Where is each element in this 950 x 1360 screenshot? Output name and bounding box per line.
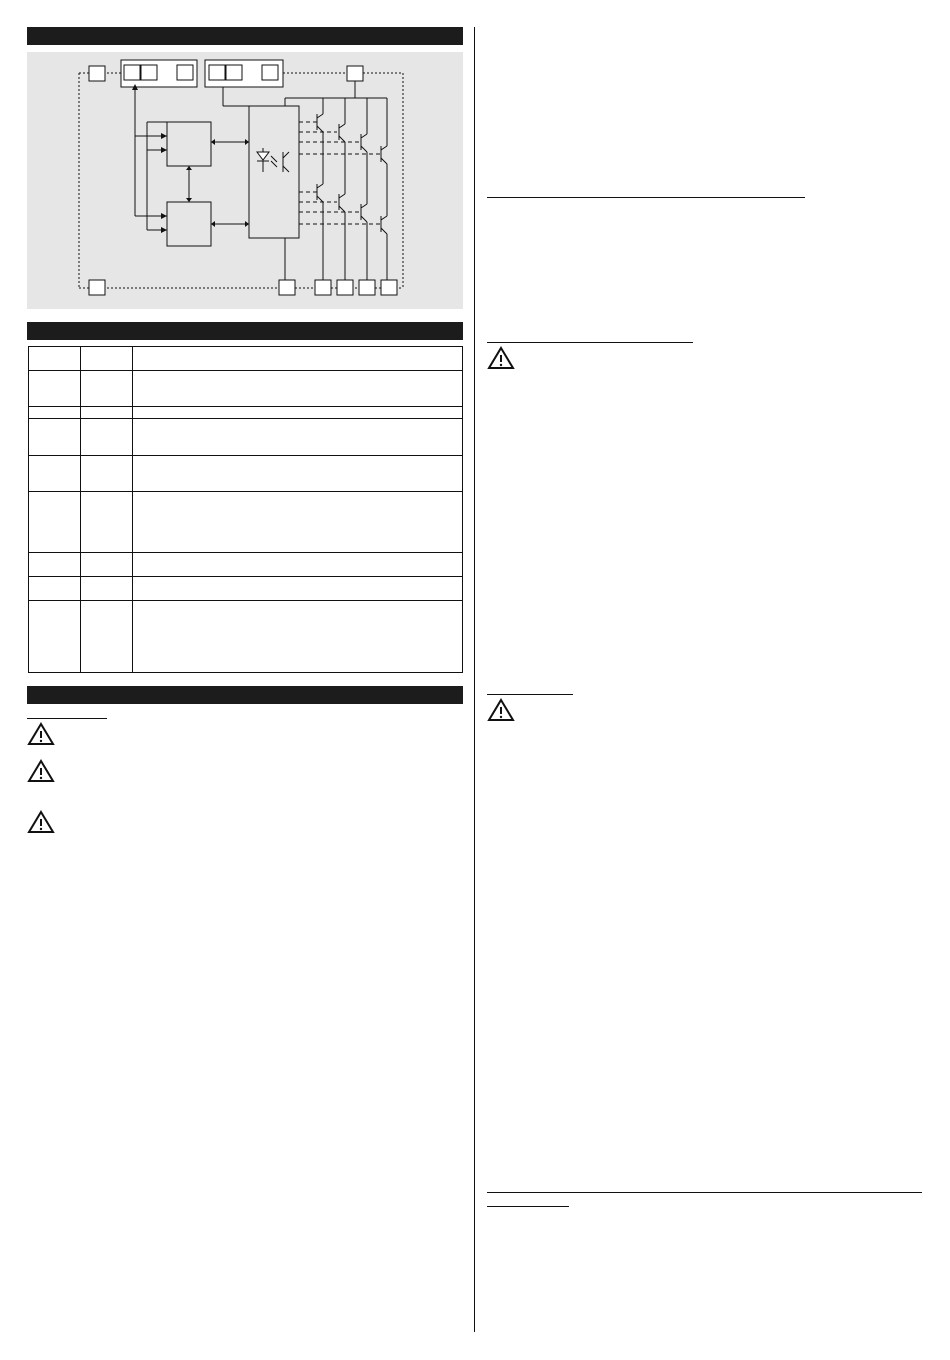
table-cell (29, 347, 81, 371)
connector-b-pin (226, 65, 242, 80)
logic-block-lower (167, 202, 211, 246)
heading-underline (27, 718, 107, 719)
connector-b-pin (262, 65, 278, 80)
arrow-head (245, 221, 249, 227)
table-cell (81, 407, 133, 419)
table-cell (133, 553, 463, 577)
warning-triangle-icon (487, 698, 515, 722)
column-divider (474, 27, 475, 1332)
table-cell (133, 577, 463, 601)
output-stage-block (249, 106, 299, 238)
pin-table (28, 346, 463, 673)
connector-b-pin (209, 65, 225, 80)
table-row (29, 371, 463, 407)
table-cell (81, 419, 133, 456)
table-row (29, 492, 463, 553)
terminal-bottom (279, 280, 295, 295)
table-cell (133, 347, 463, 371)
section-rule (487, 1192, 922, 1193)
arrow-head (186, 166, 192, 170)
connector-a-pin (124, 65, 140, 80)
arrow-head (211, 221, 215, 227)
table-cell (81, 347, 133, 371)
connector-a-pin (141, 65, 157, 80)
output-terminal (359, 280, 375, 295)
arrow-head (186, 198, 192, 202)
section-rule (487, 197, 805, 198)
table-cell (81, 577, 133, 601)
table-cell (133, 456, 463, 492)
block-diagram (27, 52, 463, 309)
heading-underline (487, 342, 693, 343)
table-cell (133, 407, 463, 419)
transistor-column (361, 98, 367, 280)
table-row (29, 577, 463, 601)
terminal-top-left (89, 66, 105, 81)
transistor-column (317, 98, 323, 280)
table-row (29, 601, 463, 673)
arrow-head (161, 133, 167, 139)
table-row (29, 456, 463, 492)
table-cell (81, 553, 133, 577)
arrow-head (161, 213, 167, 219)
transistor-column (339, 98, 345, 280)
arrow-head (161, 147, 167, 153)
table-cell (133, 371, 463, 407)
arrow-head (161, 227, 167, 233)
output-terminal (315, 280, 331, 295)
table-cell (133, 419, 463, 456)
arrow-head (211, 139, 215, 145)
table-cell (29, 419, 81, 456)
heading-underline (487, 694, 573, 695)
heading-underline (487, 1206, 569, 1207)
table-row (29, 407, 463, 419)
table-row (29, 347, 463, 371)
table-cell (29, 553, 81, 577)
transistor-column (381, 98, 387, 280)
warning-triangle-icon (27, 722, 55, 746)
arrow-head (245, 139, 249, 145)
warning-triangle-icon (27, 810, 55, 834)
table-cell (29, 601, 81, 673)
section-header-bar-3 (27, 686, 463, 704)
table-cell (81, 371, 133, 407)
section-header-bar-2 (27, 322, 463, 340)
optocoupler-icon (257, 148, 289, 172)
table-row (29, 553, 463, 577)
table-row (29, 419, 463, 456)
table-cell (29, 407, 81, 419)
section-header-bar-1 (27, 27, 463, 45)
output-terminal (337, 280, 353, 295)
block-diagram-svg (27, 52, 463, 309)
table-cell (29, 492, 81, 553)
logic-block-upper (167, 122, 211, 166)
terminal-top-right (347, 66, 363, 81)
table-cell (29, 577, 81, 601)
table-cell (29, 371, 81, 407)
warning-triangle-icon (27, 759, 55, 783)
terminal-bottom-left (89, 280, 105, 295)
table-cell (133, 492, 463, 553)
output-terminal (381, 280, 397, 295)
table-cell (81, 456, 133, 492)
connector-a-pin (177, 65, 193, 80)
table-cell (133, 601, 463, 673)
table-cell (81, 492, 133, 553)
warning-triangle-icon (487, 346, 515, 370)
table-cell (81, 601, 133, 673)
table-cell (29, 456, 81, 492)
